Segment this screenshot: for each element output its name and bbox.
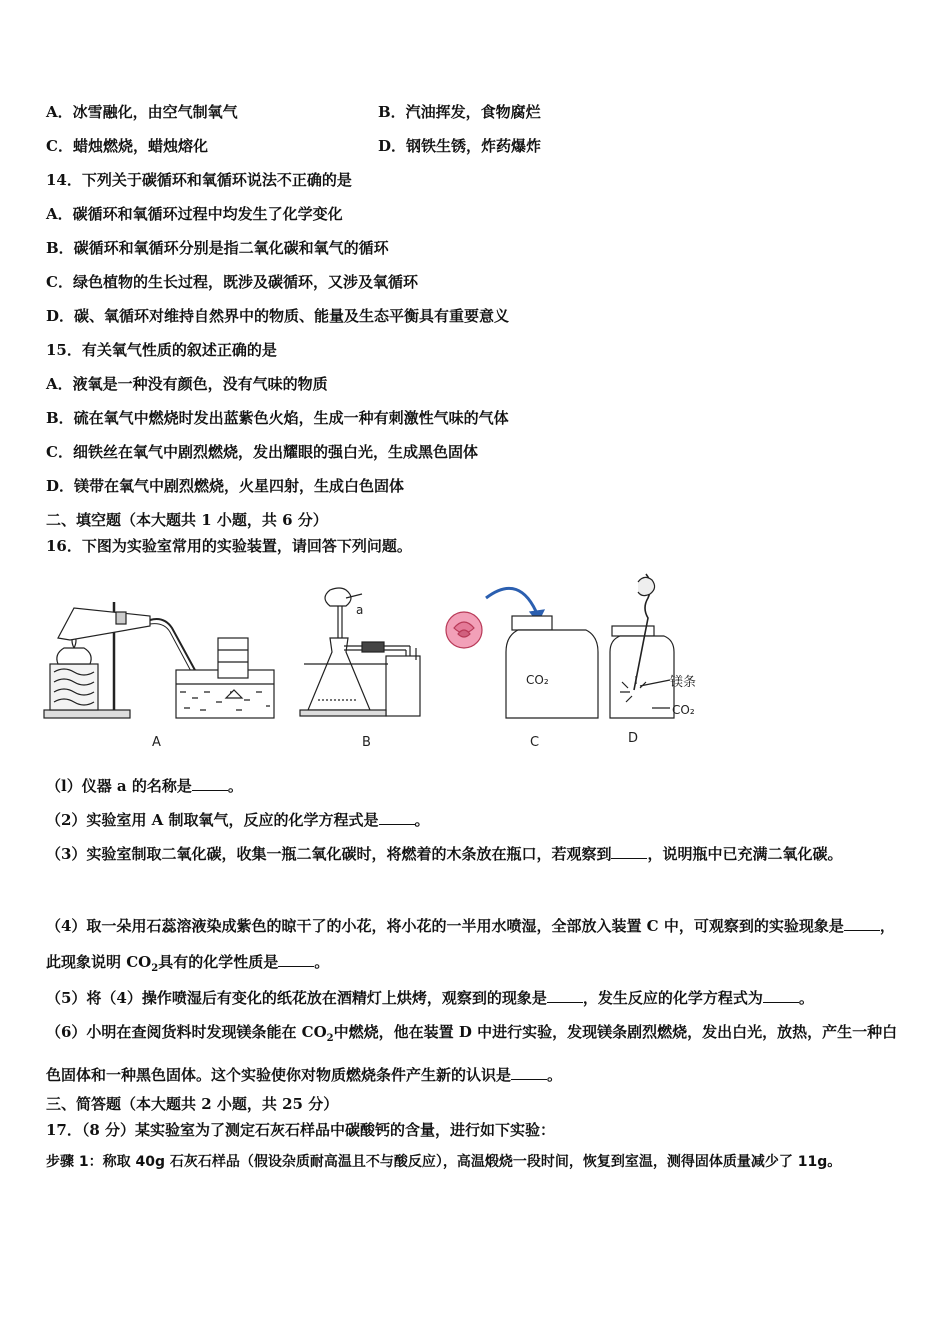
q16-sub5 xyxy=(46,988,814,1008)
q16-sub4-end: 。 xyxy=(314,953,330,971)
q16-sub5-mid: ，发生反应的化学方程式为 xyxy=(582,989,763,1007)
q16-sub4 xyxy=(46,908,904,987)
figure-label-a: A xyxy=(152,735,161,748)
apparatus-a xyxy=(44,602,274,718)
q16-stem: 16．下图为实验室常用的实验装置，请回答下列问题。 xyxy=(46,537,412,555)
bottle-d-co2: CO₂ xyxy=(672,703,695,717)
bottle-d-mg-strip: 镁条 xyxy=(670,675,697,690)
answer-blank[interactable] xyxy=(192,776,228,791)
apparatus-b-mark-a: a xyxy=(356,603,364,617)
q16-sub4-mid2: 具有的化学性质是 xyxy=(158,953,279,971)
q16-sub2-text: （2）实验室用 A 制取氧气，反应的化学方程式是 xyxy=(46,811,379,829)
answer-blank[interactable] xyxy=(278,952,314,967)
q16-sub4-text: （4）取一朵用石蕊溶液染成紫色的晾干了的小花，将小花的一半用水喷湿，全部放入装置 C 中，可观察到的实验现象是 xyxy=(46,917,844,935)
figure-label-c: C xyxy=(530,735,540,748)
q13-option-a: A．冰雪融化，由空气制氧气 xyxy=(46,103,238,121)
q14-option-a: A．碳循环和氧循环过程中均发生了化学变化 xyxy=(46,205,343,223)
q16-sub6-mid: 中燃烧，他在装置 D 中进行实验，发现镁条剧烈燃烧，发出白光，放热，产生一种白色固体和一种黑色固体。这个实验使你对物质燃烧条件产生新的认识是 xyxy=(46,1023,898,1084)
q16-sub5-end: 。 xyxy=(798,989,814,1007)
answer-blank[interactable] xyxy=(611,844,647,859)
answer-blank[interactable] xyxy=(511,1065,547,1080)
q16-sub1-end: 。 xyxy=(227,777,243,795)
q16-sub2 xyxy=(46,810,430,830)
q14-option-c: C．绿色植物的生长过程，既涉及碳循环，又涉及氧循环 xyxy=(46,273,418,291)
q17-stem: 17．（8 分）某实验室为了测定石灰石样品中碳酸钙的含量，进行如下实验： xyxy=(46,1121,556,1139)
q16-sub2-end: 。 xyxy=(414,811,430,829)
q15-option-b: B．硫在氧气中燃烧时发出蓝紫色火焰，生成一种有刺激性气味的气体 xyxy=(46,409,509,427)
q16-sub6-subscript: 2 xyxy=(326,1033,334,1044)
q16-sub5-text: （5）将（4）操作喷湿后有变化的纸花放在酒精灯上烘烤，观察到的现象是 xyxy=(46,989,547,1007)
q16-sub6 xyxy=(46,1014,904,1093)
q13-option-c: C．蜡烛燃烧，蜡烛熔化 xyxy=(46,137,208,155)
answer-blank[interactable] xyxy=(844,916,880,931)
q16-sub6-text: （6）小明在查阅货料时发现镁条能在 CO xyxy=(46,1023,327,1041)
q13-option-b: B．汽油挥发，食物腐烂 xyxy=(378,103,541,121)
section3-title: 三、简答题（本大题共 2 小题，共 25 分） xyxy=(46,1095,339,1113)
apparatus-d xyxy=(610,574,674,718)
q16-sub4-subscript: 2 xyxy=(151,963,159,974)
q15-option-c: C．细铁丝在氧气中剧烈燃烧，发出耀眼的强白光，生成黑色固体 xyxy=(46,443,478,461)
q15-option-d: D．镁带在氧气中剧烈燃烧，火星四射，生成白色固体 xyxy=(46,477,405,495)
answer-blank[interactable] xyxy=(379,810,415,825)
q16-sub1-text: （l）仪器 a 的名称是 xyxy=(46,777,192,795)
q13-option-d: D．钢铁生锈，炸药爆炸 xyxy=(378,137,542,155)
q16-sub3 xyxy=(46,836,904,872)
section2-title: 二、填空题（本大题共 1 小题，共 6 分） xyxy=(46,511,328,529)
q16-sub3-end: ，说明瓶中已充满二氧化碳。 xyxy=(647,845,843,863)
answer-blank[interactable] xyxy=(547,988,583,1003)
q15-option-a: A．液氧是一种没有颜色，没有气味的物质 xyxy=(46,375,328,393)
q16-sub3-text: （3）实验室制取二氧化碳，收集一瓶二氧化碳时，将燃着的木条放在瓶口，若观察到 xyxy=(46,845,612,863)
figure-label-b: B xyxy=(362,735,371,748)
bottle-c-co2: CO₂ xyxy=(526,673,549,687)
apparatus-c xyxy=(446,588,598,718)
q14-option-b: B．碳循环和氧循环分别是指二氧化碳和氧气的循环 xyxy=(46,239,389,257)
q14-stem: 14．下列关于碳循环和氧循环说法不正确的是 xyxy=(46,171,352,189)
q16-sub4-mid: ，此现象说明 CO xyxy=(46,917,895,971)
q14-option-d: D．碳、氧循环对维持自然界中的物质、能量及生态平衡具有重要意义 xyxy=(46,307,510,325)
figure-label-d: D xyxy=(628,731,639,746)
q16-sub6-end: 。 xyxy=(547,1066,563,1084)
q16-sub1 xyxy=(46,776,243,796)
answer-blank[interactable] xyxy=(763,988,799,1003)
rose-flower xyxy=(446,612,482,648)
q15-stem: 15．有关氧气性质的叙述正确的是 xyxy=(46,341,277,359)
q17-step1: 步骤 1：称取 40g 石灰石样品（假设杂质耐高温且不与酸反应），高温煅烧一段时间，恢复到室温，测得固体质量减少了 11g。 xyxy=(46,1154,842,1170)
q16-apparatus-figure xyxy=(40,568,760,748)
